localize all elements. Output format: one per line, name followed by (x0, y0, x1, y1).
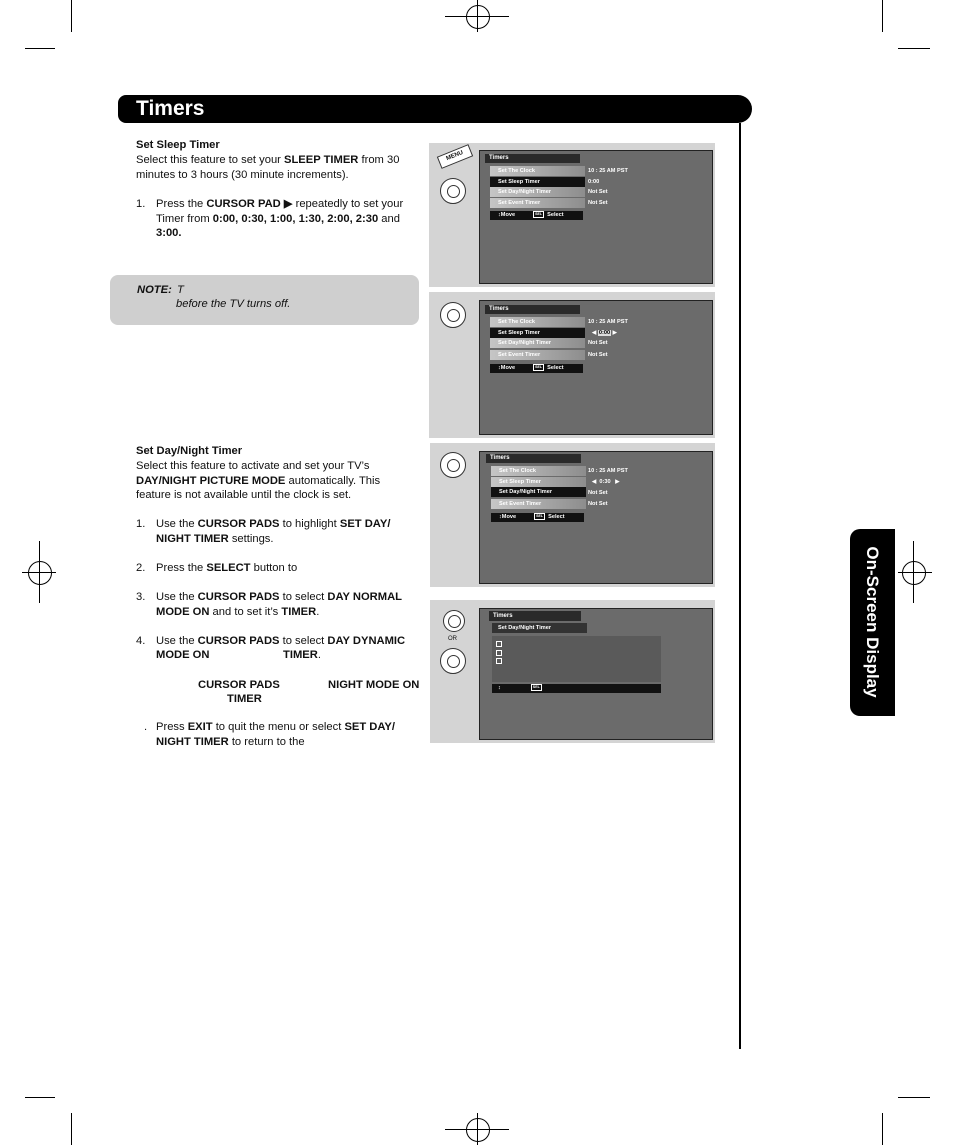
sel-button-icon (443, 610, 465, 632)
move-select-bar: ↕Move SEL Select (490, 211, 583, 220)
cursor-pad-right-icon (440, 302, 466, 328)
menu-item-event: Set Event Timer (490, 198, 585, 208)
event-value: Not Set (588, 200, 608, 206)
menu-item-event: Set Event Timer (491, 499, 586, 509)
registration-mark (477, 0, 478, 32)
clock-value: 10 : 25 AM PST (588, 468, 628, 474)
daynight-step-4: Use the CURSOR PADS to select DAY DYNAMIC (156, 635, 406, 647)
daynight-value: Not Set (588, 490, 608, 496)
select-label: Select (547, 212, 564, 218)
menu-item-daynight: Set Day/Night Timer (490, 187, 585, 197)
move-select-bar: ↕Move SEL Select (490, 364, 583, 373)
sel-key: SEL (536, 514, 544, 519)
daynight-step-1: Use the CURSOR PADS to highlight SET DAY/ NIGHT TIMER settings. (156, 518, 391, 545)
registration-mark (39, 541, 40, 603)
note-line-2: before the TV turns off. (176, 298, 291, 310)
crop-mark (25, 1097, 55, 1098)
move-label: Move (500, 212, 516, 218)
sleep-heading: Set Sleep Timer (136, 139, 220, 151)
sel-key: SEL (535, 212, 543, 217)
clock-value: 10 : 25 AM PST (588, 168, 628, 174)
crop-mark (71, 0, 72, 32)
menu-title: Timers (485, 305, 580, 314)
crop-mark (71, 1113, 72, 1145)
menu-item-sleep: Set Sleep Timer (490, 328, 585, 338)
menu-item-daynight: Set Day/Night Timer (491, 487, 586, 497)
cursor-pad-right-icon (440, 648, 466, 674)
menu-title: Timers (489, 611, 581, 621)
move-select-bar: ↕ SEL (492, 684, 661, 693)
menu-item-clock: Set The Clock (491, 466, 586, 476)
daynight-intro: Select this feature to activate and set your TV’s DAY/NIGHT PICTURE MODE automatically. This feature is not available until the clock is set. (136, 460, 381, 502)
menu-item-sleep: Set Sleep Timer (491, 477, 586, 487)
note-label: NOTE: (137, 284, 172, 296)
step-number: 3. (136, 591, 146, 603)
menu-title: Timers (486, 454, 581, 463)
step-number: 2. (136, 562, 146, 574)
registration-mark (466, 5, 490, 29)
daynight-value: Not Set (588, 189, 608, 195)
move-label: Move (500, 365, 516, 371)
title-bar (118, 95, 752, 123)
sleep-value: ◀ 0:30 ▶ (592, 479, 620, 485)
crop-mark (898, 48, 930, 49)
daynight-step-5-timer: TIMER (227, 693, 262, 705)
crop-mark (882, 0, 883, 32)
registration-mark (477, 1113, 478, 1145)
crop-mark (25, 48, 55, 49)
crop-mark (898, 1097, 930, 1098)
daynight-step-6: Press EXIT to quit the menu or select SET DAY/ NIGHT TIMER to return to the (156, 721, 396, 748)
step-number: . (144, 721, 148, 733)
options-box (492, 636, 661, 682)
crop-mark (882, 1113, 883, 1145)
sleep-intro: Select this feature to set your SLEEP TIMER from 30 minutes to 3 hours (30 minute increments). (136, 154, 400, 181)
or-label: OR (448, 636, 457, 642)
sel-key: SEL (535, 365, 543, 370)
daynight-step-2: Press the SELECT button to (156, 562, 298, 574)
menu-item-clock: Set The Clock (490, 317, 585, 327)
move-label: Move (501, 514, 517, 520)
registration-mark (898, 572, 932, 573)
daynight-step-5-mode: NIGHT MODE ON (328, 679, 420, 691)
sel-key: SEL (532, 685, 540, 690)
event-value: Not Set (588, 352, 608, 358)
select-label: Select (547, 365, 564, 371)
daynight-step-3: Use the CURSOR PADS to select DAY NORMAL MODE ON and to set it’s TIMER. (156, 591, 402, 618)
registration-mark (28, 561, 52, 585)
menu-item-sleep: Set Sleep Timer (490, 177, 585, 187)
cursor-pad-icon (440, 452, 466, 478)
checkbox-icon (496, 641, 502, 647)
registration-mark (902, 561, 926, 585)
daynight-value: Not Set (588, 340, 608, 346)
checkbox-icon (496, 658, 502, 664)
move-select-bar: ↕Move SEL Select (491, 513, 584, 522)
cursor-pad-icon (440, 178, 466, 204)
note-line-1: T (177, 284, 184, 296)
step-number: 1. (136, 518, 146, 530)
daynight-step-4-mode: MODE ON (156, 649, 210, 661)
daynight-heading: Set Day/Night Timer (136, 445, 243, 457)
section-tab-label: On-Screen Display (863, 546, 882, 698)
column-rule (739, 123, 741, 1049)
submenu-title: Set Day/Night Timer (492, 623, 587, 633)
menu-item-daynight: Set Day/Night Timer (490, 338, 585, 348)
event-value: Not Set (588, 501, 608, 507)
step-number: 4. (136, 635, 146, 647)
daynight-step-5-pads: CURSOR PADS (198, 679, 280, 691)
page-title: Timers (136, 97, 205, 120)
menu-title: Timers (485, 154, 580, 163)
menu-button: MENU (437, 144, 473, 169)
select-label: Select (548, 514, 565, 520)
daynight-step-4-timer: TIMER. (283, 649, 321, 661)
registration-mark (466, 1118, 490, 1142)
menu-item-clock: Set The Clock (490, 166, 585, 176)
sleep-value: 0:00 (588, 179, 600, 185)
sleep-value: ◀ 0:00 ▶ (592, 330, 617, 336)
checkbox-icon (496, 650, 502, 656)
clock-value: 10 : 25 AM PST (588, 319, 628, 325)
menu-item-event: Set Event Timer (490, 350, 585, 360)
sleep-step-1: Press the CURSOR PAD ▶ repeatedly to set your Timer from 0:00, 0:30, 1:00, 1:30, 2:00, 2:30 and 3:00. (156, 198, 404, 240)
step-number: 1. (136, 198, 146, 210)
registration-mark (913, 541, 914, 603)
